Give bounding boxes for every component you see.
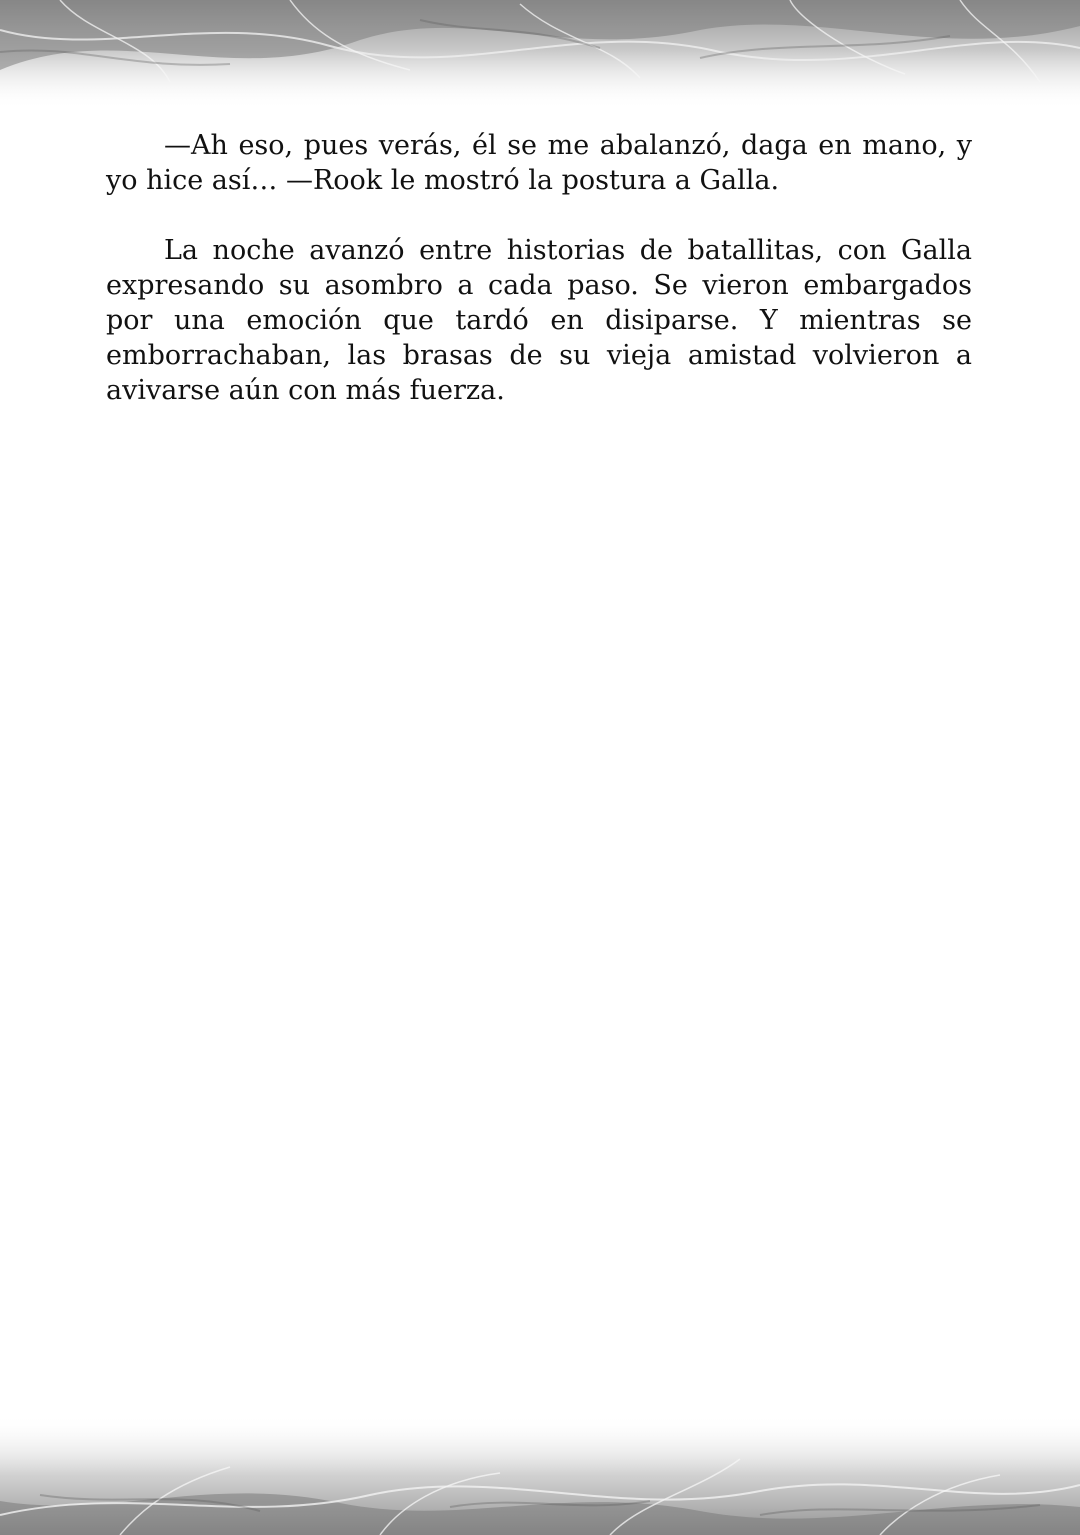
page-text [106, 128, 972, 408]
paragraph-dialogue: —Ah eso, pues verás, él se me abalanzó, daga en mano, y yo hice así… —Rook le mostró la postura a Galla. [106, 130, 972, 196]
top-marble-decoration [0, 0, 1080, 110]
bottom-marble-decoration [0, 1415, 1080, 1535]
paragraph-narration: La noche avanzó entre historias de batallitas, con Galla expresando su asombro a cada paso. Se vieron embargados por una emoción que tardó en disiparse. Y mientras se emborrachaban, las brasas de su vieja amistad volvieron a avivarse aún con más fuerza. [106, 235, 972, 406]
